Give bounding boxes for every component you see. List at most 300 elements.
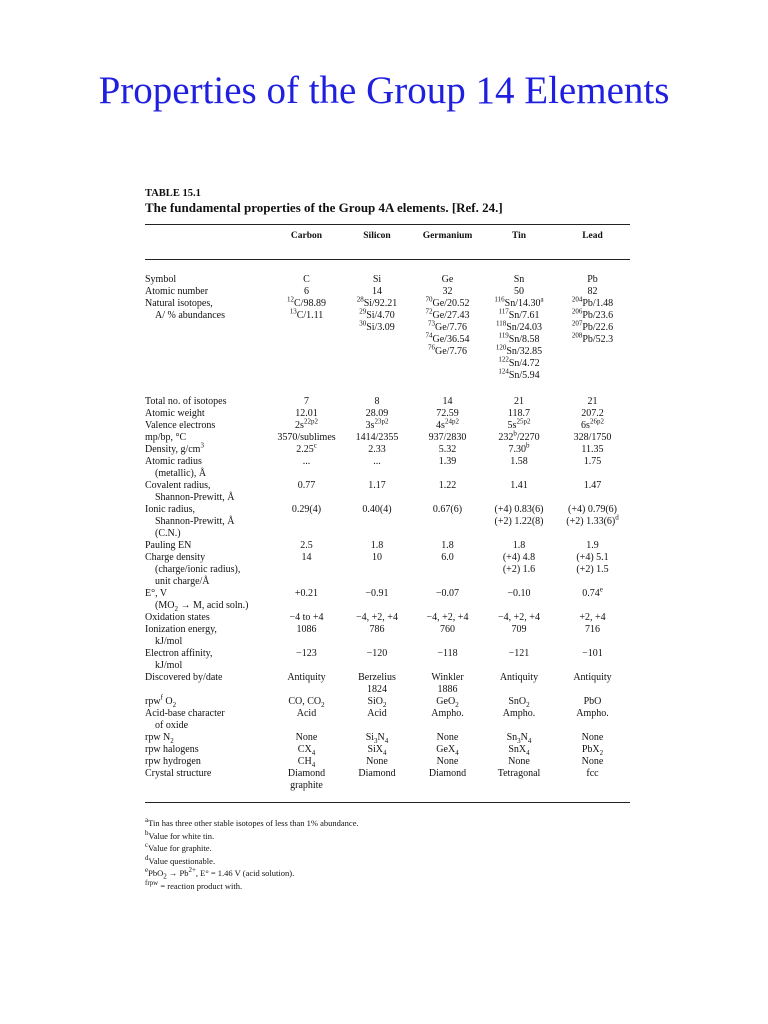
cell-line: Berzelius xyxy=(358,672,396,683)
cell-carbon xyxy=(271,648,342,672)
cell-line: PbO xyxy=(583,696,602,707)
cell-tin xyxy=(483,396,555,408)
cell-tin xyxy=(483,648,555,672)
cell-tin xyxy=(483,672,555,696)
cell-tin xyxy=(483,456,555,480)
row-label xyxy=(145,274,271,286)
cell-germanium xyxy=(412,295,483,382)
table-row xyxy=(145,456,630,480)
cell-lead xyxy=(555,432,630,444)
cell-silicon xyxy=(342,708,412,732)
cell-germanium xyxy=(412,480,483,504)
cell-line: Diamond xyxy=(428,768,467,779)
cell-line: 1.17 xyxy=(368,480,386,491)
cell-line: +2, +4 xyxy=(579,612,606,623)
cell-carbon xyxy=(271,274,342,286)
cell-line: $^{206}$Pb/23.6 xyxy=(571,307,614,321)
cell-line: (+4) 4.8 xyxy=(502,552,536,563)
cell-line: (+4) 5.1 xyxy=(576,552,609,563)
cell-line: −4, +2, +4 xyxy=(498,612,540,623)
cell-carbon xyxy=(271,504,342,540)
cell-line: 50 xyxy=(514,286,524,297)
cell-silicon xyxy=(342,732,412,744)
cell-line: ... xyxy=(302,456,311,467)
table-row xyxy=(145,648,630,672)
cell-line: 1.47 xyxy=(583,480,602,491)
cell-line: GeO$_2$ xyxy=(436,696,459,709)
cell-carbon xyxy=(271,696,342,708)
cell-line: 7.30$^b$ xyxy=(508,441,530,455)
slide-title: Properties of the Group 14 Elements xyxy=(98,69,670,112)
cell-line: None xyxy=(436,732,459,743)
row-label xyxy=(145,588,271,612)
cell-line: +0.21 xyxy=(294,588,319,599)
cell-line: 786 xyxy=(369,624,385,635)
row-label-line: Charge density xyxy=(145,552,206,563)
cell-lead xyxy=(555,480,630,504)
cell-line: $^{204}$Pb/1.48 xyxy=(571,295,614,309)
cell-line: $^{29}$Si/4.70 xyxy=(359,307,395,321)
header-rule xyxy=(145,259,630,260)
cell-line: 118.7 xyxy=(507,408,531,419)
cell-line: $Sn_3N_4$ xyxy=(506,732,532,745)
cell-line: 14 xyxy=(442,396,453,407)
row-label-line: rpw hydrogen xyxy=(145,756,201,767)
row-label xyxy=(145,732,271,744)
row-label-line: mp/bp, °C xyxy=(145,432,187,443)
cell-carbon xyxy=(271,441,342,456)
table-row xyxy=(145,708,630,732)
cell-silicon xyxy=(342,768,412,792)
row-label-line: (C.N.) xyxy=(155,528,181,539)
row-label xyxy=(145,624,271,648)
cell-line: 1414/2355 xyxy=(355,432,399,443)
cell-line: 1.75 xyxy=(583,456,602,467)
row-label-line: Atomic weight xyxy=(145,408,205,419)
cell-line: 21 xyxy=(587,396,598,407)
cell-silicon xyxy=(342,672,412,696)
cell-line: 0.29(4) xyxy=(291,504,322,515)
cell-line: $2s^{22p2}$ xyxy=(295,417,318,431)
cell-line: 1.22 xyxy=(438,480,457,491)
cell-line: 328/1750 xyxy=(573,432,612,443)
cell-silicon xyxy=(342,648,412,672)
row-label xyxy=(145,504,271,540)
cell-line: PbX$_2$ xyxy=(581,744,604,757)
cell-line: $^{119}$Sn/8.58 xyxy=(498,331,540,345)
cell-line: 207.2 xyxy=(581,408,604,419)
row-label-line: Crystal structure xyxy=(145,768,212,779)
cell-line: 1.58 xyxy=(510,456,528,467)
cell-germanium xyxy=(412,744,483,756)
cell-line: 716 xyxy=(585,624,600,635)
cell-lead xyxy=(555,540,630,552)
cell-line: GeX$_4$ xyxy=(436,744,459,757)
table-row xyxy=(145,693,630,709)
cell-line: $^{207}$Pb/22.6 xyxy=(571,319,614,333)
cell-line: 0.40(4) xyxy=(362,504,392,515)
cell-carbon xyxy=(271,552,342,588)
cell-line: ... xyxy=(373,456,381,467)
cell-line: 0.77 xyxy=(297,480,316,491)
cell-line: 760 xyxy=(440,624,455,635)
row-label-line: Discovered by/date xyxy=(145,672,223,683)
column-header: Silicon xyxy=(363,231,391,241)
cell-lead xyxy=(555,612,630,624)
row-label xyxy=(145,441,271,456)
table-row xyxy=(145,672,630,696)
table-row xyxy=(145,295,630,382)
cell-line: Pb xyxy=(587,274,598,285)
cell-line: $CH_4$ xyxy=(297,756,316,769)
row-label-line: unit charge/Å xyxy=(155,576,210,587)
cell-germanium xyxy=(412,768,483,792)
cell-carbon xyxy=(271,540,342,552)
row-label xyxy=(145,540,271,552)
cell-line: (+4) 0.83(6) xyxy=(494,504,544,515)
cell-line: Antiquity xyxy=(573,672,612,683)
row-label xyxy=(145,420,271,432)
row-label xyxy=(145,552,271,588)
cell-line: (+4) 0.79(6) xyxy=(568,504,617,515)
cell-lead xyxy=(555,552,630,588)
row-label-line: rpw halogens xyxy=(145,744,199,755)
cell-line: 14 xyxy=(372,286,382,297)
cell-line: 1086 xyxy=(296,624,317,635)
cell-line: $CX_4$ xyxy=(297,744,316,757)
cell-germanium xyxy=(412,552,483,588)
cell-line: $5s^{25p2}$ xyxy=(507,417,531,431)
row-label xyxy=(145,672,271,696)
cell-line: 32 xyxy=(442,286,453,297)
cell-line: 1.41 xyxy=(510,480,528,491)
row-label xyxy=(145,298,271,382)
cell-tin xyxy=(483,480,555,504)
row-label-line: Atomic number xyxy=(145,286,209,297)
table-row xyxy=(145,286,630,298)
cell-line: 6 xyxy=(304,286,309,297)
cell-line: 11.35 xyxy=(581,444,604,455)
table-label: TABLE 15.1 xyxy=(145,188,201,199)
cell-line: 8 xyxy=(374,396,380,407)
cell-silicon xyxy=(342,396,412,408)
cell-carbon xyxy=(271,756,342,768)
cell-germanium xyxy=(412,756,483,768)
cell-lead xyxy=(555,624,630,648)
cell-tin xyxy=(483,552,555,588)
cell-line: 12.01 xyxy=(295,408,318,419)
cell-line: −0.91 xyxy=(365,588,389,599)
cell-germanium xyxy=(412,648,483,672)
cell-lead xyxy=(555,295,630,382)
row-label-line: (charge/ionic radius), xyxy=(155,564,241,575)
row-label xyxy=(145,693,271,709)
row-label-line: Ionic radius, xyxy=(145,504,195,515)
cell-line: Antiquity xyxy=(287,672,326,683)
row-label xyxy=(145,768,271,792)
row-label-line: Total no. of isotopes xyxy=(145,396,227,407)
cell-line: 0.74e xyxy=(582,585,603,599)
table-row xyxy=(145,585,630,613)
cell-line: C xyxy=(303,274,310,285)
column-header: Carbon xyxy=(290,231,323,241)
cell-silicon xyxy=(342,540,412,552)
table-body xyxy=(145,274,630,792)
cell-germanium xyxy=(412,672,483,696)
cell-line: 709 xyxy=(511,624,527,635)
cell-line: fcc xyxy=(586,768,599,779)
cell-lead xyxy=(555,672,630,696)
cell-line: $^{73}$Ge/7.76 xyxy=(428,319,467,333)
cell-silicon xyxy=(342,417,412,432)
properties-table xyxy=(145,188,630,892)
footnote: $^c$Value for graphite. xyxy=(145,841,212,853)
cell-silicon xyxy=(342,612,412,624)
cell-lead xyxy=(555,744,630,756)
cell-line: 1.8 xyxy=(370,540,384,551)
cell-carbon xyxy=(271,295,342,382)
cell-germanium xyxy=(412,274,483,286)
cell-line: 2.5 xyxy=(300,540,313,551)
cell-line: $^{76}$Ge/7.76 xyxy=(428,343,467,357)
cell-line: 3570/sublimes xyxy=(277,432,336,443)
cell-silicon xyxy=(342,444,412,456)
row-label xyxy=(145,456,271,480)
row-label-line: Oxidation states xyxy=(145,612,210,623)
cell-line: 1824 xyxy=(367,684,387,695)
cell-line: −123 xyxy=(296,648,317,659)
cell-germanium xyxy=(412,696,483,708)
cell-carbon xyxy=(271,732,342,744)
cell-lead xyxy=(555,286,630,298)
row-label-line: Natural isotopes, xyxy=(145,298,213,309)
cell-line: (+2) 1.5 xyxy=(576,564,609,575)
cell-silicon xyxy=(342,696,412,708)
cell-line: Winkler xyxy=(431,672,464,683)
row-label xyxy=(145,708,271,732)
cell-line: $Si_3N_4$ xyxy=(365,732,389,745)
cell-tin xyxy=(483,612,555,624)
table-row xyxy=(145,417,630,432)
cell-lead xyxy=(555,504,630,540)
cell-tin xyxy=(483,756,555,768)
table-top-rule xyxy=(145,224,630,225)
row-label-line: Density, $g/cm^3$ xyxy=(145,441,204,455)
cell-line: 5.32 xyxy=(438,444,457,455)
row-label-line: kJ/mol xyxy=(155,660,183,671)
cell-line: $^{70}$Ge/20.52 xyxy=(425,295,470,309)
cell-silicon xyxy=(342,432,412,444)
cell-line: $^{122}$Sn/4.72 xyxy=(498,355,540,369)
cell-silicon xyxy=(342,456,412,480)
cell-line: Ampho. xyxy=(431,708,464,719)
cell-lead xyxy=(555,696,630,708)
cell-line: Sn xyxy=(513,274,525,285)
cell-line: $^{12}$C/98.89 xyxy=(287,295,326,309)
table-row xyxy=(145,612,630,624)
cell-lead xyxy=(555,708,630,732)
cell-lead xyxy=(555,396,630,408)
cell-lead xyxy=(555,417,630,432)
cell-line: $^{120}$Sn/32.85 xyxy=(495,343,543,357)
cell-silicon xyxy=(342,274,412,286)
cell-carbon xyxy=(271,768,342,792)
table-row xyxy=(145,744,630,756)
row-label-line: of oxide xyxy=(155,720,189,731)
cell-tin xyxy=(483,744,555,756)
cell-line: SiX$_4$ xyxy=(367,744,387,757)
table-bottom-rule xyxy=(145,802,630,803)
cell-line: 72.59 xyxy=(436,408,459,419)
cell-line: Tetragonal xyxy=(497,768,541,779)
table-row xyxy=(145,441,630,456)
cell-germanium xyxy=(412,624,483,648)
cell-line: −4 to +4 xyxy=(289,612,324,623)
row-label-line: kJ/mol xyxy=(155,636,183,647)
table-row xyxy=(145,504,630,540)
cell-carbon xyxy=(271,417,342,432)
cell-line: (+2) $1.33(6)^d$ xyxy=(566,513,619,527)
footnote: $^d$Value questionable. xyxy=(145,853,216,866)
cell-line: 1.9 xyxy=(586,540,599,551)
cell-germanium xyxy=(412,432,483,444)
cell-silicon xyxy=(342,480,412,504)
footnote: $^{frpw}$ = reaction product with. xyxy=(145,878,243,891)
cell-germanium xyxy=(412,444,483,456)
cell-line: CO, $CO_2$ xyxy=(288,696,325,709)
cell-line: $^{72}$Ge/27.43 xyxy=(425,307,470,321)
cell-lead xyxy=(555,756,630,768)
cell-line: None xyxy=(295,732,318,743)
cell-carbon xyxy=(271,456,342,480)
row-label-line: Pauling EN xyxy=(145,540,192,551)
cell-germanium xyxy=(412,732,483,744)
row-label-line: Atomic radius xyxy=(145,456,202,467)
cell-tin xyxy=(483,696,555,708)
cell-silicon xyxy=(342,588,412,612)
cell-silicon xyxy=(342,756,412,768)
cell-tin xyxy=(483,417,555,432)
cell-line: $^{116}$Sn/14.30$^a$ xyxy=(494,295,544,309)
cell-line: 2.25$^c$ xyxy=(296,441,317,455)
cell-line: $^{13}$C/1.11 xyxy=(289,307,324,321)
cell-germanium xyxy=(412,612,483,624)
cell-line: (+2) 1.22(8) xyxy=(494,516,544,527)
cell-germanium xyxy=(412,708,483,732)
row-label-line: Symbol xyxy=(145,274,177,285)
cell-line: 1.8 xyxy=(512,540,526,551)
cell-line: Ampho. xyxy=(576,708,609,719)
cell-carbon xyxy=(271,612,342,624)
table-row xyxy=(145,768,630,792)
row-label xyxy=(145,396,271,408)
cell-line: 82 xyxy=(587,286,598,297)
cell-germanium xyxy=(412,588,483,612)
row-label xyxy=(145,612,271,624)
cell-line: 1.8 xyxy=(441,540,454,551)
cell-line: $^{208}$Pb/52.3 xyxy=(571,331,614,345)
row-label-line: rpw$^f$ $O_2$ xyxy=(145,693,177,709)
column-header: Germanium xyxy=(422,231,473,241)
cell-lead xyxy=(555,585,630,612)
cell-line: −4, +2, +4 xyxy=(356,612,398,623)
cell-line: $^{117}$Sn/7.61 xyxy=(498,307,540,321)
cell-line: 232$^b$/2270 xyxy=(498,429,540,443)
row-label-line: (metallic), Å xyxy=(155,468,207,479)
table-row xyxy=(145,274,630,286)
cell-line: $^{74}$Ge/36.54 xyxy=(425,331,470,345)
row-label-line: E°, V xyxy=(145,588,168,599)
cell-carbon xyxy=(271,480,342,504)
cell-line: 1886 xyxy=(437,684,458,695)
cell-carbon xyxy=(271,432,342,444)
cell-line: 10 xyxy=(372,552,382,563)
cell-line: $^{28}$Si/92.21 xyxy=(356,295,398,309)
cell-line: Antiquity xyxy=(499,672,539,683)
cell-tin xyxy=(483,708,555,732)
column-header-blank xyxy=(145,231,271,243)
cell-line: 2.33 xyxy=(368,444,386,455)
column-headers xyxy=(145,231,630,243)
cell-lead xyxy=(555,648,630,672)
cell-line: None xyxy=(581,732,604,743)
table-caption: The fundamental properties of the Group 4A elements. [Ref. 24.] xyxy=(145,200,503,215)
cell-line: $^{118}$Sn/24.03 xyxy=(495,319,543,333)
table-row xyxy=(145,756,630,768)
cell-carbon xyxy=(271,624,342,648)
row-label-line: Valence electrons xyxy=(145,420,216,431)
cell-germanium xyxy=(412,286,483,298)
cell-line: 28.09 xyxy=(365,408,389,419)
cell-line: $3s^{23p2}$ xyxy=(365,417,389,431)
cell-line: (+2) 1.6 xyxy=(502,564,536,575)
row-label xyxy=(145,408,271,420)
cell-tin xyxy=(483,504,555,540)
row-label-line: rpw $N_2$ xyxy=(145,732,174,745)
cell-line: Acid xyxy=(367,708,387,719)
cell-line: 0.67(6) xyxy=(432,504,463,515)
cell-line: None xyxy=(366,756,388,767)
row-label-line: A/ % abundances xyxy=(155,310,225,321)
table-row xyxy=(145,732,630,744)
cell-line: $^{30}$Si/3.09 xyxy=(359,319,395,333)
footnote: $^a$Tin has three other stable isotopes of less than 1% abundance. xyxy=(145,816,359,828)
cell-tin xyxy=(483,441,555,456)
row-label xyxy=(145,648,271,672)
cell-tin xyxy=(483,540,555,552)
row-label-line: Acid-base character xyxy=(145,708,225,719)
cell-line: 21 xyxy=(514,396,524,407)
cell-line: Acid xyxy=(296,708,317,719)
row-label-line: ($MO_2 \to M$, acid soln.) xyxy=(155,600,249,613)
cell-line: 937/2830 xyxy=(428,432,467,443)
cell-line: None xyxy=(508,756,530,767)
cell-line: 14 xyxy=(301,552,312,563)
row-label xyxy=(145,286,271,298)
cell-line: None xyxy=(581,756,604,767)
footnote: $^ePbO_2 \to Pb^{2+}$, E° = 1.46 V (acid solution). xyxy=(145,866,295,881)
column-header: Tin xyxy=(511,231,527,241)
cell-line: SnO$_2$ xyxy=(508,696,530,709)
cell-line: graphite xyxy=(290,780,323,791)
table-row xyxy=(145,382,630,396)
cell-line: −0.07 xyxy=(435,588,460,599)
footnote: $^b$Value for white tin. xyxy=(145,828,215,841)
table-row xyxy=(145,552,630,588)
cell-carbon xyxy=(271,744,342,756)
cell-line: $4s^{24p2}$ xyxy=(436,417,459,431)
cell-line: $^{124}$Sn/5.94 xyxy=(498,367,540,381)
